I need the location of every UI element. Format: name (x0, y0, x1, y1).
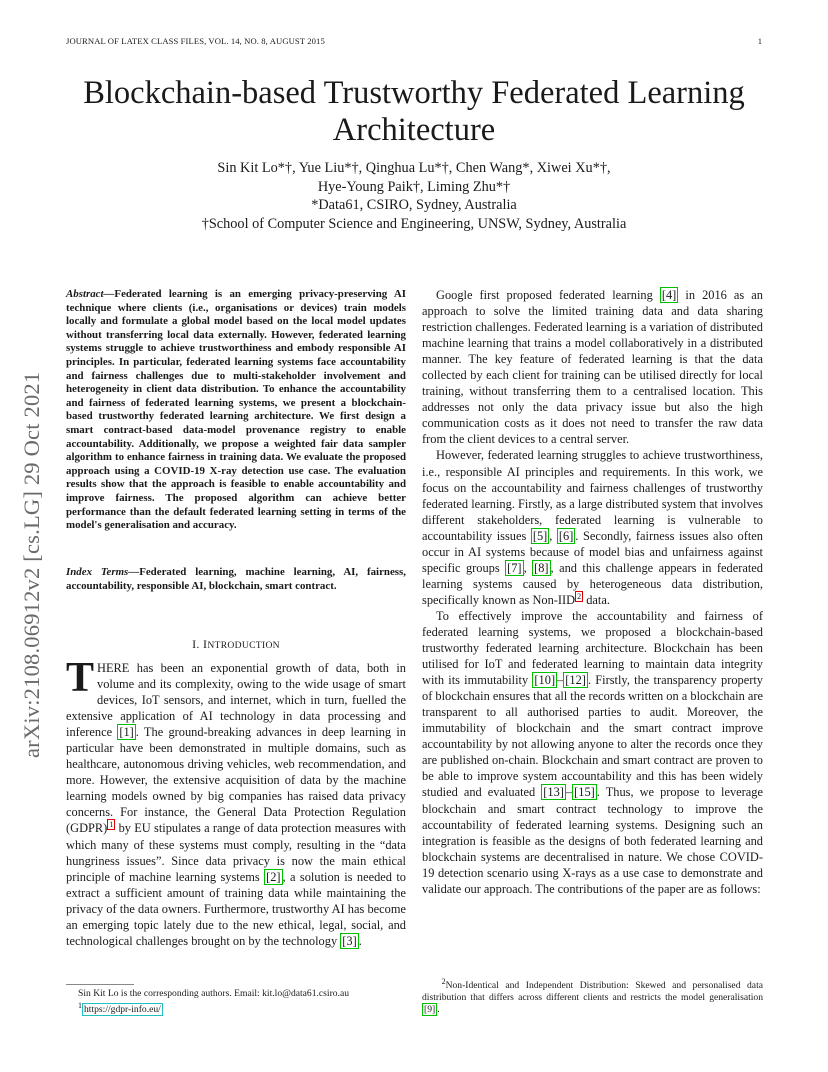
citation-link[interactable]: [6] (558, 528, 574, 543)
footnote-text: Non-Identical and Independent Distribution: Skewed and personalised data distribution that differs across different clients and restricts the model generalisation (422, 980, 763, 1004)
section-number: I. (192, 637, 200, 651)
body-text: , (549, 528, 557, 543)
footnote-2 (422, 976, 763, 1016)
citation-link[interactable]: [5] (532, 528, 548, 543)
citation-link[interactable]: [1] (119, 725, 134, 740)
intro-first-word: HERE (97, 661, 130, 675)
footnote-link[interactable]: 2 (577, 591, 582, 601)
citation-link[interactable]: [15] (574, 785, 595, 800)
section-title-rest: NTRODUCTION (207, 640, 280, 651)
right-p1 (422, 287, 763, 447)
right-p2 (422, 447, 763, 607)
body-text: . Firstly, the transparency property of blockchain ensures that all the records written on a blockchain are transparent to all authorised parties to audit. Moreover, the immutability of blockchain and the smart contract improve accountability by not allowing anyone to alter the records once they are published on-chain. Blockchain and smart contract are proven to be able to improve system accountability and this has been widely studied and evaluated (422, 673, 763, 800)
section-heading (66, 637, 406, 652)
author-line-1: Sin Kit Lo*†, Yue Liu*†, Qinghua Lu*†, Chen Wang*, Xiwei Xu*†, (217, 160, 611, 176)
index-terms-text: Federated learning, machine learning, AI, fairness, accountability, responsible AI, blockchain, smart contract. (66, 566, 406, 592)
abstract-text: Federated learning is an emerging privacy-preserving AI technique where clients (i.e., organisations or devices) train models locally and formulate a global model based on the local model updates without transferring local data externally. However, federated learning systems struggle to achieve trustworthiness and embody responsible AI principles. In particular, federated learning systems face accountability and fairness challenges due to multi-stakeholder involvement and heterogeneity in client data distribution. To enhance the accountability and fairness of federated learning systems, we present a blockchain-based trustworthy federated learning architecture. We first design a smart contract-based data-model provenance registry to enable accountability. Additionally, we propose a weighted fair data sampler algorithm to enhance fairness in training data. We evaluate the proposed approach using a COVID-19 X-ray detection use case. The evaluation results show that the approach is feasible to enable accountability and improve fairness. The proposed algorithm can achieve better performance than the default federated learning setting in terms of the model's generalisation and accuracy. (66, 288, 406, 532)
body-text: To effectively improve the accountability and fairness of federated learning systems, we proposed a blockchain-based trustworthy federated learning architecture. Blockchain has been utilised for IoT and federated learning to maintain data integrity with its immutability (422, 608, 763, 688)
index-terms (66, 566, 406, 593)
title-line-2: Architecture (332, 112, 496, 148)
paper-title (60, 75, 768, 149)
body-text: – (565, 785, 573, 800)
citation-link[interactable]: [4] (661, 288, 677, 302)
right-column (422, 287, 763, 897)
footnote-link[interactable]: 1 (109, 820, 114, 830)
footnote-rule (66, 984, 134, 985)
title-line-1: Blockchain-based Trustworthy Federated Learning (83, 75, 745, 111)
affiliation-2: †School of Computer Science and Engineering, UNSW, Sydney, Australia (201, 215, 627, 232)
body-text: . Thus, we propose to leverage blockchain and smart contract technology to improve the accountability of federated learning systems. Designing such an integration is feasible as the designs of both federated learning and blockchain systems are decentralised in nature. We chose COVID-19 detection scenario using X-rays as a use case to demonstrate and validate our approach. The contributions of the paper are as follows: (422, 785, 763, 896)
intro-text: , a solution is needed to extract a sufficient amount of training data while maintaining the privacy of the data owners. Furthermore, trustworthy AI has become an emerging topic lately due to the new ethical, legal, social, and technological challenges brought on by the technology (66, 869, 406, 948)
arxiv-stamp: arXiv:2108.06912v2 [cs.LG] 29 Oct 2021 (19, 371, 44, 758)
footnote-mark: 1 (78, 1001, 82, 1010)
abstract (66, 288, 406, 533)
citation-link[interactable]: [13] (543, 785, 564, 800)
footnote-1 (66, 1000, 406, 1016)
gdpr-url-link[interactable]: https://gdpr-info.eu/ (84, 1004, 161, 1016)
intro-text: by EU stipulates a range of data protection measures with which many of these systems must comply, resulting in the “data hungriness issues”. Since data privacy is now the main ethical principle of machine learning systems (66, 821, 406, 884)
citation-link[interactable]: [3] (342, 933, 357, 948)
running-header: JOURNAL OF LATEX CLASS FILES, VOL. 14, NO. 8, AUGUST 2015 (66, 36, 325, 46)
body-text: data. (583, 592, 610, 607)
intro-text: . The ground-breaking advances in deep learning in particular have been demonstrated in multiple domains, such as healthcare, autonomous driving vehicles, web recommendation, and more. However, the extensive acquisition of data by the machine learning models owned by big companies has raised data privacy concerns. For instance, the General Data Protection Regulation (GDPR) (66, 725, 406, 836)
citation-link[interactable]: [9] (424, 1004, 436, 1016)
body-text: , (523, 560, 533, 575)
footnote-mark: 2 (441, 977, 446, 986)
body-text: . Secondly, fairness issues also often occur in AI systems because of model bias and unfairness against specific groups (422, 528, 763, 575)
abstract-label: Abstract— (66, 288, 115, 300)
intro-paragraph (66, 655, 406, 949)
body-text: Google first proposed federated learning (436, 288, 660, 302)
body-text: , and this challenge appears in federated learning systems caused by heterogeneous data distribution, specifically known as Non-IID (422, 560, 763, 607)
citation-link[interactable]: [8] (534, 560, 549, 575)
body-text: However, federated learning struggles to achieve trustworthiness, i.e., responsible AI principles and requirements. In this work, we focus on the accountability and fairness challenges of trustworthy federated learning. Firstly, as a large distributed system that involves different stakeholders, federated learning is vulnerable to accountability issues (422, 448, 763, 543)
intro-text: has been an exponential growth of data, both in volume and its complexity, owing to the wide usage of smart devices, IoT sensors, and internet, which in turn, fuelled the extensive application of AI technology in data processing and inference (66, 661, 406, 740)
footnote-text: . (437, 1004, 440, 1016)
citation-link[interactable]: [7] (507, 560, 522, 575)
body-text: in 2016 as an approach to solve the limited training data and data sharing restriction challenges. Federated learning is a variation of distributed machine learning that trains a model collaboratively in a distributed manner. The key feature of federated learning is that the data collected by each client for training can be utilised directly for local training, without transferring them to a centralised location. This addresses not only the data privacy issue but also the high communication costs as it does not need to transfer the raw data from the client devices to a central server. (422, 288, 763, 447)
index-terms-label: Index Terms— (66, 566, 140, 578)
citation-link[interactable]: [10] (534, 673, 556, 688)
intro-p1 (66, 655, 406, 949)
drop-cap: T (66, 655, 95, 701)
right-p3 (422, 608, 763, 897)
page-number: 1 (757, 36, 762, 46)
author-block (100, 159, 728, 233)
author-line-2: Hye-Young Paik†, Liming Zhu*† (317, 178, 511, 195)
body-text: – (557, 673, 564, 688)
footnotes-left (66, 988, 406, 1016)
section-title-first: I (203, 637, 208, 651)
citation-link[interactable]: [12] (565, 673, 586, 688)
intro-text: . (358, 933, 362, 948)
citation-link[interactable]: [2] (266, 869, 281, 884)
affiliation-1: *Data61, CSIRO, Sydney, Australia (311, 197, 517, 213)
corresponding-author-note: Sin Kit Lo is the corresponding authors. Email: kit.lo@data61.csiro.au (78, 988, 350, 999)
